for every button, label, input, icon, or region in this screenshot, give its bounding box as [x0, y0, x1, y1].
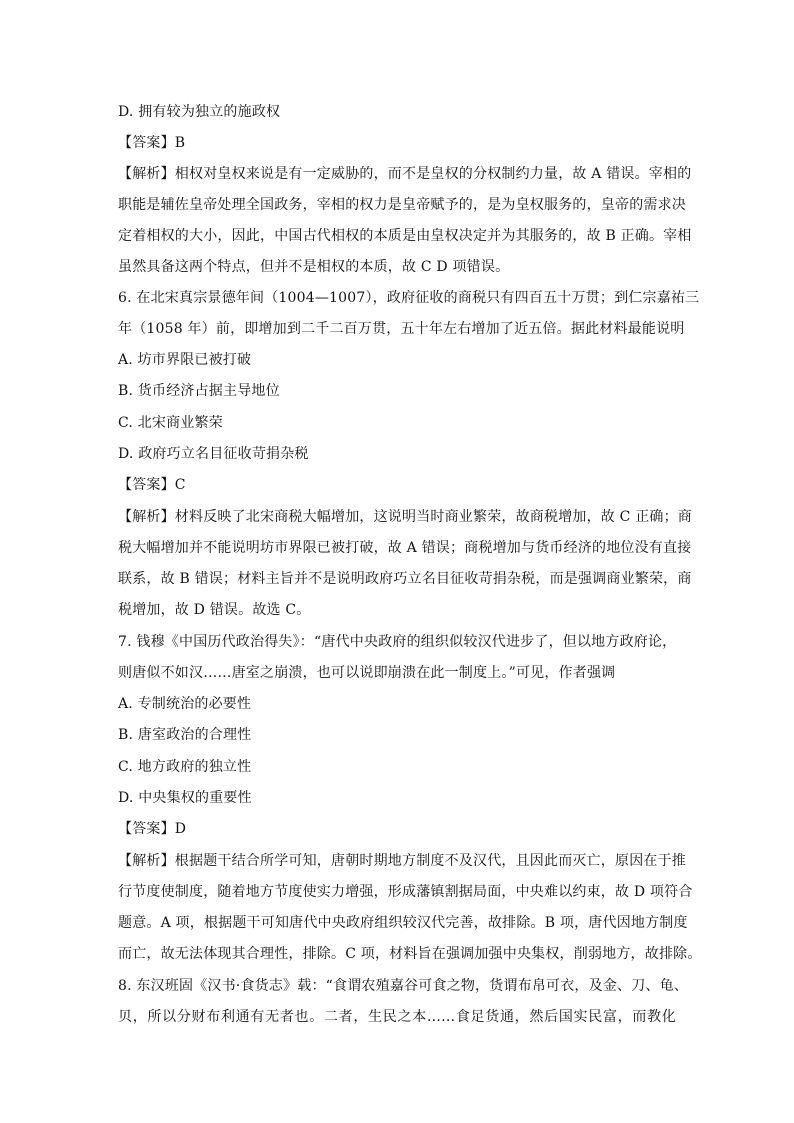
q8-stem-line-2: 贝，所以分财布利通有无者也。二者，生民之本……食足货通，然后国实民富，而教化: [118, 1009, 676, 1025]
q6-option-a: A. 坊市界限已被打破: [118, 352, 252, 368]
q7-option-c: C. 地方政府的独立性: [118, 759, 252, 775]
q6-analysis-line-3: 联系，故 B 错误；材料主旨并不是说明政府巧立名目征收苛捐杂税，而是强调商业繁荣，商: [118, 571, 692, 587]
q6-option-c: C. 北宋商业繁荣: [118, 415, 223, 431]
q5-analysis-line-2: 职能是辅佐皇帝处理全国政务，宰相的权力是皇帝赋予的，是为皇权服务的，皇帝的需求决: [118, 197, 686, 213]
q5-analysis-line-4: 虽然具备这两个特点，但并不是相权的本质，故 C D 项错误。: [118, 259, 510, 275]
q6-analysis-line-4: 税增加，故 D 错误。故选 C。: [118, 602, 311, 618]
q8-stem-line-1: 8. 东汉班固《汉书·食货志》载：“食谓农殖嘉谷可食之物，货谓布帛可衣，及金、刀、龟、: [118, 978, 689, 994]
q6-option-b: B. 货币经济占据主导地位: [118, 383, 280, 399]
q6-stem-line-1: 6. 在北宋真宗景德年间（1004—1007），政府征收的商税只有四百五十万贯；到仁宗嘉祐三: [118, 290, 700, 306]
q6-option-d: D. 政府巧立名目征收苛捐杂税: [118, 446, 309, 462]
q7-stem-line-1: 7. 钱穆《中国历代政治得失》：“唐代中央政府的组织似较汉代进步了，但以地方政府论，: [118, 634, 677, 650]
q5-analysis-line-1: 【解析】相权对皇权来说是有一定威胁的，而不是皇权的分权制约力量，故 A 错误。宰相的: [118, 166, 692, 182]
q7-option-a: A. 专制统治的必要性: [118, 696, 252, 712]
q7-analysis-line-2: 行节度使制度，随着地方节度使实力增强，形成藩镇割据局面，中央难以约束，故 D 项符合: [118, 884, 693, 900]
q7-analysis-line-3: 题意。A 项，根据题干可知唐代中央政府组织较汉代完善，故排除。B 项，唐代因地方制度: [118, 915, 688, 931]
q6-stem-line-2: 年（1058 年）前，即增加到二千二百万贯，五十年左右增加了近五倍。据此材料最能说明: [118, 321, 685, 337]
q7-option-b: B. 唐室政治的合理性: [118, 727, 252, 743]
q6-answer: 【答案】C: [118, 477, 186, 493]
q7-option-d: D. 中央集权的重要性: [118, 790, 252, 806]
q7-analysis-line-4: 而亡，故无法体现其合理性，排除。C 项，材料旨在强调加强中央集权，削弱地方，故排除。: [118, 946, 702, 962]
q6-analysis-line-2: 税大幅增加并不能说明坊市界限已被打破，故 A 错误；商税增加与货币经济的地位没有直接: [118, 540, 692, 556]
q7-answer: 【答案】D: [118, 821, 187, 837]
q5-option-d: D. 拥有较为独立的施政权: [118, 104, 281, 120]
q6-analysis-line-1: 【解析】材料反映了北宋商税大幅增加，这说明当时商业繁荣，故商税增加，故 C 正确；商: [118, 509, 693, 525]
q5-analysis-line-3: 定着相权的大小，因此，中国古代相权的本质是由皇权决定并为其服务的，故 B 正确。宰相: [118, 228, 692, 244]
q7-stem-line-2: 则唐似不如汉……唐室之崩溃，也可以说即崩溃在此一制度上。”可见，作者强调: [118, 665, 616, 681]
q7-analysis-line-1: 【解析】根据题干结合所学可知，唐朝时期地方制度不及汉代，且因此而灭亡，原因在于推: [118, 853, 686, 869]
q5-answer: 【答案】B: [118, 135, 186, 151]
